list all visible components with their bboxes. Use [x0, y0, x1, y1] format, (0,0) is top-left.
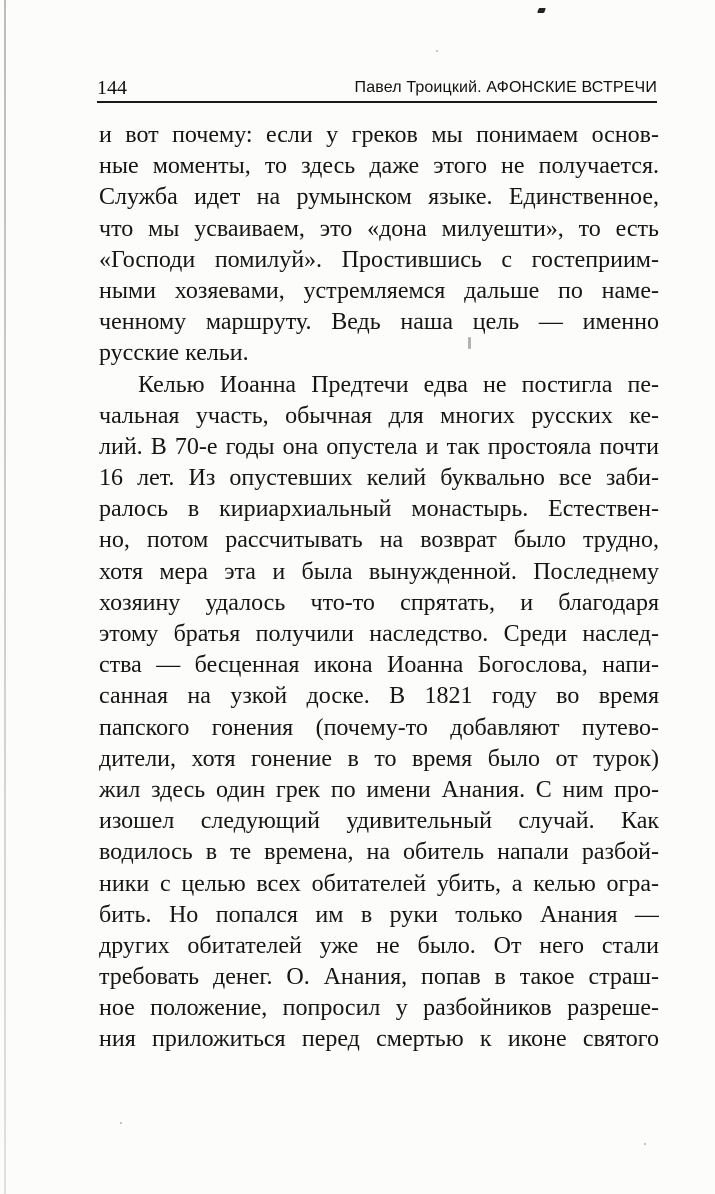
- text-line: ное положение, попросил у разбойников разреше-: [99, 995, 659, 1022]
- text-line: Келью Иоанна Предтечи едва не постигла пе-: [138, 371, 659, 398]
- text-line: папского гонения (почему-то добавляют путево-: [99, 714, 659, 741]
- running-header: [97, 76, 657, 100]
- running-title: Павел Троицкий. АФОНСКИЕ ВСТРЕЧИ: [354, 79, 657, 96]
- scan-edge-line: [4, 0, 6, 1194]
- scan-speck: [644, 1143, 646, 1145]
- scan-speck: [468, 337, 471, 349]
- text-line: ные моменты, то здесь даже этого не получается.: [99, 153, 659, 180]
- text-line: жил здесь один грек по имени Анания. С ним про-: [99, 776, 659, 803]
- text-line: ралось в кириархиальный монастырь. Естествен-: [99, 496, 659, 523]
- text-line: хозяину удалось что-то спрятать, и благодаря: [99, 589, 659, 616]
- scan-speck: [120, 1122, 122, 1124]
- scan-speck: [611, 579, 614, 582]
- text-line: «Господи помилуй». Простившись с гостеприим-: [99, 246, 659, 273]
- text-line: русские кельи.: [99, 340, 249, 367]
- text-line: но, потом рассчитывать на возврат было трудно,: [99, 527, 659, 554]
- scan-mark: [537, 8, 546, 13]
- text-line: дители, хотя гонение в то время было от турок): [99, 745, 659, 772]
- text-line: ния приложиться перед смертью к иконе святого: [99, 1026, 659, 1053]
- text-line: и вот почему: если у греков мы понимаем основ-: [99, 122, 659, 148]
- text-line: что мы усваиваем, это «дона милуешти», то есть: [99, 215, 659, 242]
- text-line: лий. В 70-е годы она опустела и так простояла почти: [99, 433, 659, 460]
- text-line: ными хозяевами, устремляемся дальше по наме-: [99, 277, 659, 304]
- text-line: 16 лет. Из опустевших келий буквально все заби-: [99, 465, 659, 492]
- text-line: хотя мера эта и была вынужденной. Последнему: [99, 558, 659, 585]
- page-number: 144: [97, 77, 127, 99]
- text-line: ченному маршруту. Ведь наша цель — именно: [99, 309, 659, 336]
- text-line: бить. Но попался им в руки только Анания —: [99, 901, 659, 928]
- text-line: ники с целью всех обитателей убить, а келью огра-: [99, 870, 659, 897]
- text-line: требовать денег. О. Анания, попав в такое страш-: [99, 964, 659, 991]
- body-text: [99, 120, 659, 1056]
- text-line: ства — бесценная икона Иоанна Богослова, напи-: [99, 652, 659, 679]
- text-line: Служба идет на румынском языке. Единственное,: [99, 184, 659, 211]
- text-line: водилось в те времена, на обитель напали разбой-: [99, 839, 659, 866]
- text-line: санная на узкой доске. В 1821 году во время: [99, 683, 659, 710]
- header-rule: [97, 101, 657, 103]
- text-line: других обитателей уже не было. От него стали: [99, 932, 659, 959]
- text-line: изошел следующий удивительный случай. Как: [99, 808, 659, 835]
- scan-speck: [436, 50, 438, 52]
- text-line: чальная участь, обычная для многих русских ке-: [99, 402, 659, 429]
- text-line: этому братья получили наследство. Среди наслед-: [99, 621, 659, 647]
